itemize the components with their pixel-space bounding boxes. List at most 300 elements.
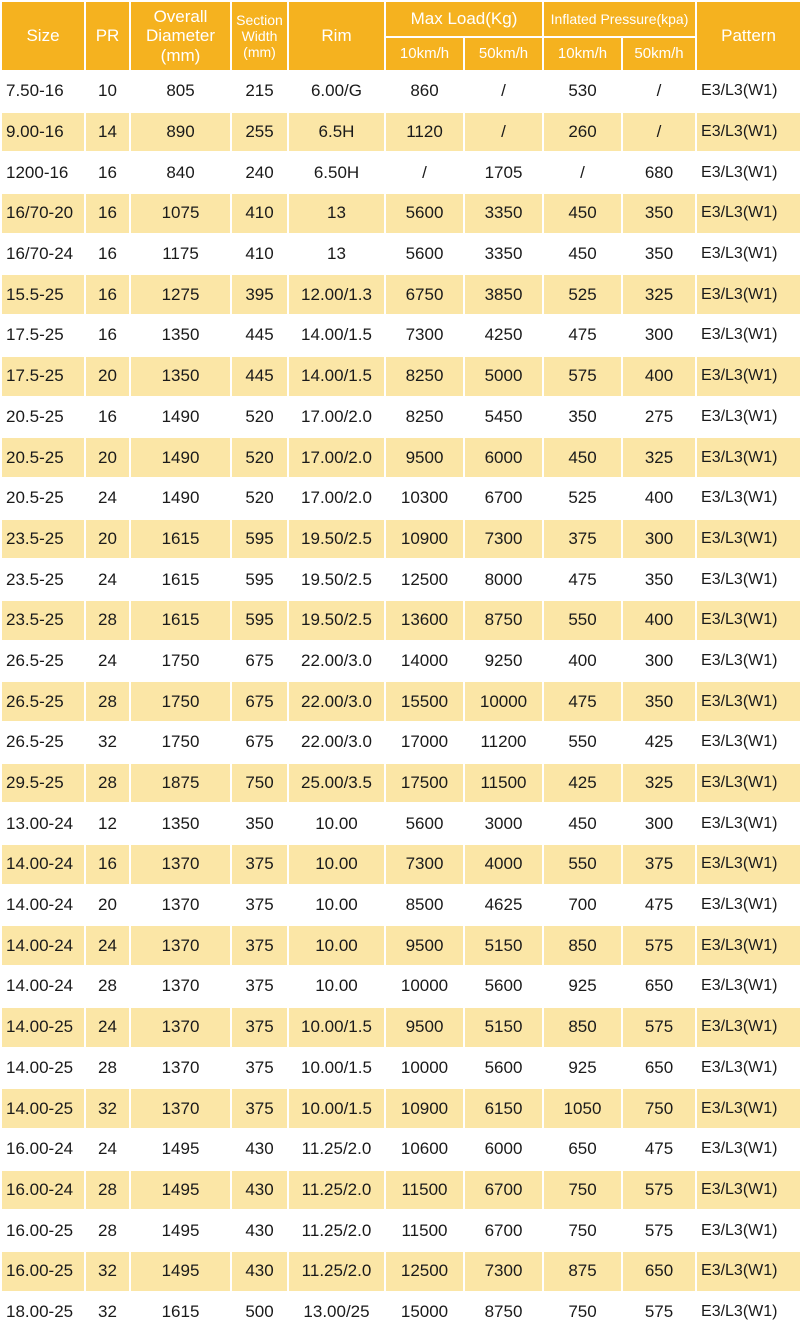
cell-load-50kmh: 8000 <box>484 569 523 589</box>
cell-pressure-10kmh: 875 <box>544 1252 621 1291</box>
cell-load-50kmh: / <box>501 81 506 101</box>
cell-size: 14.00-25 <box>6 1057 74 1077</box>
cell-load-50kmh: 6000 <box>465 438 542 477</box>
cell-pattern: E3/L3(W1) <box>697 764 800 803</box>
cell-load-10kmh: 10900 <box>386 520 463 559</box>
cell-pressure-50kmh: / <box>623 113 695 152</box>
table-row <box>2 316 800 355</box>
cell-size: 14.00-24 <box>2 926 84 965</box>
cell-size: 7.50-16 <box>6 81 64 101</box>
table-row <box>2 275 800 314</box>
cell-size: 15.5-25 <box>2 275 84 314</box>
header-pr: PR <box>86 2 129 70</box>
cell-rim: 6.00/G <box>310 81 363 101</box>
cell-section-width: 520 <box>232 438 287 477</box>
cell-pressure-50kmh: 350 <box>623 682 695 721</box>
table-row <box>2 72 800 111</box>
cell-overall-diameter: 1075 <box>131 194 230 233</box>
table-row <box>2 560 800 599</box>
cell-pr: 20 <box>86 357 129 396</box>
cell-load-50kmh: 6700 <box>465 1171 542 1210</box>
cell-load-10kmh: / <box>422 162 427 182</box>
cell-size: 16/70-20 <box>2 194 84 233</box>
cell-pattern: E3/L3(W1) <box>697 1252 800 1291</box>
cell-pressure-10kmh: 450 <box>544 438 621 477</box>
cell-pr: 32 <box>86 1089 129 1128</box>
cell-pressure-10kmh: 450 <box>568 813 597 833</box>
cell-pattern: E3/L3(W1) <box>701 163 778 181</box>
cell-pattern: E3/L3(W1) <box>697 520 800 559</box>
cell-overall-diameter: 1875 <box>131 764 230 803</box>
cell-pressure-10kmh: 475 <box>544 682 621 721</box>
cell-load-50kmh: 6150 <box>465 1089 542 1128</box>
cell-pressure-50kmh: 300 <box>623 520 695 559</box>
cell-section-width: 395 <box>232 275 287 314</box>
cell-pressure-10kmh: 530 <box>568 81 597 101</box>
cell-load-10kmh: 11500 <box>401 1220 448 1240</box>
table-row <box>2 764 800 803</box>
cell-rim: 17.00/2.0 <box>289 438 384 477</box>
cell-pressure-10kmh: 350 <box>568 406 597 426</box>
header-size: Size <box>2 2 84 70</box>
cell-load-10kmh: 5600 <box>386 194 463 233</box>
header-pattern: Pattern <box>697 2 800 70</box>
cell-pattern: E3/L3(W1) <box>701 1302 778 1320</box>
cell-rim: 14.00/1.5 <box>301 325 372 345</box>
cell-load-50kmh: 3350 <box>465 194 542 233</box>
cell-load-50kmh: 5000 <box>465 357 542 396</box>
cell-section-width: 445 <box>245 325 274 345</box>
cell-pressure-10kmh: 260 <box>544 113 621 152</box>
cell-load-10kmh: 15000 <box>400 1301 449 1321</box>
cell-section-width: 350 <box>245 813 274 833</box>
cell-pr: 16 <box>86 194 129 233</box>
header-max-load: Max Load(Kg) <box>386 2 542 36</box>
cell-pattern: E3/L3(W1) <box>697 926 800 965</box>
table-header <box>2 2 800 70</box>
header-load-50kmh: 50km/h <box>465 38 542 70</box>
cell-section-width: 375 <box>232 1008 287 1047</box>
cell-load-10kmh: 10300 <box>400 488 449 508</box>
cell-pressure-10kmh: 750 <box>568 1220 597 1240</box>
cell-load-10kmh: 7300 <box>386 845 463 884</box>
cell-section-width: 410 <box>232 194 287 233</box>
cell-section-width: 520 <box>245 406 274 426</box>
cell-pressure-10kmh: 525 <box>544 275 621 314</box>
cell-pressure-50kmh: 350 <box>644 569 674 589</box>
cell-size: 14.00-25 <box>2 1008 84 1047</box>
cell-overall-diameter: 1275 <box>131 275 230 314</box>
header-section-width: Section Width (mm) <box>232 2 287 70</box>
cell-pattern: E3/L3(W1) <box>701 1221 778 1239</box>
cell-pressure-50kmh: 400 <box>623 357 695 396</box>
cell-rim: 13 <box>327 244 346 264</box>
cell-section-width: 255 <box>232 113 287 152</box>
cell-size: 16.00-24 <box>6 1139 74 1159</box>
cell-pressure-50kmh: 575 <box>644 1301 674 1321</box>
cell-load-50kmh: 8750 <box>465 601 542 640</box>
cell-rim: 14.00/1.5 <box>289 357 384 396</box>
cell-rim: 11.25/2.0 <box>289 1171 384 1210</box>
cell-load-10kmh: 10900 <box>386 1089 463 1128</box>
cell-pressure-50kmh: 680 <box>644 162 674 182</box>
cell-size: 20.5-25 <box>6 488 64 508</box>
cell-section-width: 410 <box>245 244 274 264</box>
cell-overall-diameter: 1350 <box>131 357 230 396</box>
cell-pressure-50kmh: 425 <box>644 732 674 752</box>
table-row <box>2 438 800 477</box>
cell-load-10kmh: 9500 <box>386 926 463 965</box>
cell-pr: 28 <box>98 976 117 996</box>
cell-pressure-50kmh: 650 <box>623 1252 695 1291</box>
cell-load-10kmh: 12500 <box>386 1252 463 1291</box>
header-load-10kmh: 10km/h <box>386 38 463 70</box>
cell-rim: 11.25/2.0 <box>289 1252 384 1291</box>
cell-size: 17.5-25 <box>6 325 64 345</box>
cell-load-50kmh: 1705 <box>484 162 523 182</box>
table-row <box>2 723 800 762</box>
cell-overall-diameter: 1370 <box>161 976 200 996</box>
cell-pressure-50kmh: 400 <box>623 601 695 640</box>
cell-section-width: 430 <box>245 1139 274 1159</box>
cell-pr: 10 <box>98 81 117 101</box>
cell-section-width: 750 <box>232 764 287 803</box>
cell-size: 13.00-24 <box>6 813 74 833</box>
cell-load-10kmh: 10000 <box>400 976 449 996</box>
cell-pr: 20 <box>86 520 129 559</box>
cell-load-10kmh: 10000 <box>400 1057 449 1077</box>
cell-rim: 10.00 <box>315 813 358 833</box>
cell-pressure-50kmh: 575 <box>644 1220 674 1240</box>
cell-load-50kmh: 9250 <box>484 650 523 670</box>
cell-section-width: 430 <box>245 1220 274 1240</box>
cell-load-50kmh: 7300 <box>465 520 542 559</box>
cell-pattern: E3/L3(W1) <box>697 438 800 477</box>
table-row <box>2 235 800 274</box>
cell-pressure-10kmh: 750 <box>568 1301 597 1321</box>
cell-load-50kmh: 4625 <box>484 895 523 915</box>
cell-overall-diameter: 1370 <box>131 926 230 965</box>
cell-pattern: E3/L3(W1) <box>701 326 778 344</box>
cell-pr: 28 <box>98 1220 117 1240</box>
header-overall-diameter: Overall Diameter (mm) <box>131 2 230 70</box>
cell-size: 20.5-25 <box>6 406 64 426</box>
cell-pressure-10kmh: 550 <box>568 732 597 752</box>
cell-section-width: 675 <box>232 682 287 721</box>
cell-rim: 19.50/2.5 <box>289 601 384 640</box>
cell-pressure-10kmh: 700 <box>568 895 597 915</box>
cell-overall-diameter: 840 <box>166 162 195 182</box>
cell-size: 9.00-16 <box>2 113 84 152</box>
cell-load-50kmh: / <box>465 113 542 152</box>
cell-overall-diameter: 1495 <box>131 1171 230 1210</box>
cell-pr: 20 <box>86 438 129 477</box>
cell-rim: 10.00/1.5 <box>289 1008 384 1047</box>
cell-pr: 16 <box>86 275 129 314</box>
cell-pr: 28 <box>86 682 129 721</box>
cell-section-width: 520 <box>245 488 274 508</box>
cell-overall-diameter: 1370 <box>131 1089 230 1128</box>
cell-load-50kmh: 11200 <box>480 732 527 752</box>
cell-section-width: 375 <box>232 1089 287 1128</box>
cell-section-width: 240 <box>245 162 274 182</box>
cell-load-10kmh: 17000 <box>400 732 449 752</box>
cell-pr: 24 <box>98 1139 117 1159</box>
cell-rim: 17.00/2.0 <box>301 488 372 508</box>
cell-pressure-10kmh: 550 <box>544 601 621 640</box>
cell-load-10kmh: 15500 <box>386 682 463 721</box>
cell-pressure-10kmh: 525 <box>568 488 597 508</box>
cell-section-width: 675 <box>245 732 274 752</box>
cell-pattern: E3/L3(W1) <box>697 194 800 233</box>
cell-section-width: 430 <box>232 1252 287 1291</box>
cell-overall-diameter: 890 <box>131 113 230 152</box>
cell-pressure-50kmh: 400 <box>644 488 674 508</box>
cell-pressure-10kmh: / <box>580 162 585 182</box>
cell-pr: 24 <box>98 650 117 670</box>
table-row <box>2 1089 800 1128</box>
cell-rim: 25.00/3.5 <box>289 764 384 803</box>
cell-overall-diameter: 1370 <box>131 1008 230 1047</box>
cell-size: 14.00-25 <box>2 1089 84 1128</box>
cell-overall-diameter: 1750 <box>131 682 230 721</box>
cell-pattern: E3/L3(W1) <box>697 845 800 884</box>
cell-overall-diameter: 1615 <box>131 520 230 559</box>
cell-size: 26.5-25 <box>6 650 64 670</box>
cell-rim: 10.00/1.5 <box>289 1089 384 1128</box>
cell-pressure-50kmh: 300 <box>644 650 674 670</box>
table-row <box>2 479 800 518</box>
cell-load-50kmh: 5600 <box>484 1057 523 1077</box>
cell-section-width: 375 <box>245 1057 274 1077</box>
cell-pattern: E3/L3(W1) <box>697 1089 800 1128</box>
cell-pr: 32 <box>98 1301 117 1321</box>
cell-load-50kmh: 4000 <box>465 845 542 884</box>
cell-load-50kmh: 5150 <box>465 926 542 965</box>
cell-load-50kmh: 8750 <box>484 1301 523 1321</box>
table-row <box>2 601 800 640</box>
cell-pressure-50kmh: 350 <box>623 194 695 233</box>
cell-load-50kmh: 5450 <box>484 406 523 426</box>
cell-size: 20.5-25 <box>2 438 84 477</box>
cell-pressure-10kmh: 925 <box>568 976 597 996</box>
table-row <box>2 1008 800 1047</box>
cell-load-10kmh: 17500 <box>386 764 463 803</box>
cell-overall-diameter: 1370 <box>131 845 230 884</box>
cell-section-width: 500 <box>245 1301 274 1321</box>
cell-load-50kmh: 6700 <box>484 1220 523 1240</box>
cell-pattern: E3/L3(W1) <box>697 357 800 396</box>
cell-overall-diameter: 1175 <box>162 244 199 264</box>
cell-size: 14.00-24 <box>2 845 84 884</box>
cell-section-width: 675 <box>245 650 274 670</box>
table-row <box>2 194 800 233</box>
cell-overall-diameter: 1750 <box>161 732 200 752</box>
cell-rim: 13.00/25 <box>303 1301 370 1321</box>
cell-load-10kmh: 1120 <box>386 113 463 152</box>
cell-size: 1200-16 <box>6 162 69 182</box>
cell-section-width: 375 <box>232 926 287 965</box>
cell-load-10kmh: 9500 <box>386 438 463 477</box>
cell-pr: 16 <box>98 325 117 345</box>
cell-pr: 14 <box>86 113 129 152</box>
cell-pressure-50kmh: 375 <box>623 845 695 884</box>
cell-size: 16.00-25 <box>6 1220 74 1240</box>
cell-overall-diameter: 1750 <box>161 650 200 670</box>
cell-pr: 28 <box>86 764 129 803</box>
cell-load-50kmh: 5150 <box>465 1008 542 1047</box>
cell-rim: 12.00/1.3 <box>289 275 384 314</box>
cell-size: 26.5-25 <box>6 732 64 752</box>
cell-load-10kmh: 8250 <box>405 406 444 426</box>
cell-load-50kmh: 5600 <box>484 976 523 996</box>
cell-overall-diameter: 1495 <box>161 1139 200 1159</box>
cell-section-width: 375 <box>245 976 274 996</box>
cell-pr: 20 <box>98 895 117 915</box>
cell-pattern: E3/L3(W1) <box>701 977 778 995</box>
cell-overall-diameter: 1350 <box>161 325 200 345</box>
cell-section-width: 430 <box>232 1171 287 1210</box>
cell-pressure-50kmh: 275 <box>644 406 674 426</box>
cell-pressure-10kmh: 475 <box>568 569 597 589</box>
table-body <box>2 72 800 1331</box>
cell-pr: 28 <box>86 601 129 640</box>
cell-pressure-50kmh: 325 <box>623 764 695 803</box>
cell-load-50kmh: 11500 <box>465 764 542 803</box>
table-row <box>2 153 800 192</box>
cell-rim: 22.00/3.0 <box>301 650 372 670</box>
cell-load-50kmh: 3350 <box>484 244 523 264</box>
table-row <box>2 357 800 396</box>
cell-load-50kmh: 10000 <box>465 682 542 721</box>
cell-pressure-10kmh: 1050 <box>544 1089 621 1128</box>
cell-pattern: E3/L3(W1) <box>701 407 778 425</box>
cell-size: 16/70-24 <box>6 244 74 264</box>
cell-pattern: E3/L3(W1) <box>701 489 778 507</box>
cell-pattern: E3/L3(W1) <box>697 682 800 721</box>
cell-pr: 24 <box>86 1008 129 1047</box>
cell-pr: 32 <box>98 732 117 752</box>
cell-rim: 17.00/2.0 <box>301 406 372 426</box>
table-row <box>2 886 800 925</box>
cell-rim: 22.00/3.0 <box>301 732 372 752</box>
table-row <box>2 642 800 681</box>
cell-pressure-10kmh: 425 <box>544 764 621 803</box>
table-row <box>2 804 800 843</box>
cell-pattern: E3/L3(W1) <box>697 1008 800 1047</box>
cell-pressure-50kmh: 575 <box>623 1171 695 1210</box>
cell-pressure-50kmh: 475 <box>644 1139 674 1159</box>
cell-rim: 10.00/1.5 <box>301 1057 372 1077</box>
cell-overall-diameter: 1615 <box>161 1301 200 1321</box>
cell-pr: 16 <box>98 244 117 264</box>
cell-pr: 28 <box>98 1057 117 1077</box>
table-row <box>2 1130 800 1169</box>
cell-size: 29.5-25 <box>2 764 84 803</box>
cell-overall-diameter: 1370 <box>161 1057 200 1077</box>
cell-pressure-10kmh: 450 <box>544 194 621 233</box>
cell-load-10kmh: 5600 <box>405 244 444 264</box>
cell-overall-diameter: 1490 <box>131 438 230 477</box>
cell-pressure-10kmh: 850 <box>544 926 621 965</box>
cell-pressure-50kmh: 350 <box>644 244 674 264</box>
cell-pattern: E3/L3(W1) <box>701 651 778 669</box>
cell-pr: 16 <box>98 162 117 182</box>
cell-rim: 13 <box>289 194 384 233</box>
cell-overall-diameter: 1490 <box>161 488 200 508</box>
table-row <box>2 1211 800 1250</box>
cell-pattern: E3/L3(W1) <box>697 1171 800 1210</box>
cell-pressure-50kmh: 300 <box>644 325 674 345</box>
cell-rim: 19.50/2.5 <box>289 520 384 559</box>
cell-pattern: E3/L3(W1) <box>701 570 778 588</box>
table-row <box>2 926 800 965</box>
cell-overall-diameter: 805 <box>166 81 195 101</box>
cell-size: 18.00-25 <box>6 1301 74 1321</box>
cell-rim: 19.50/2.5 <box>301 569 372 589</box>
cell-load-10kmh: 5600 <box>405 813 444 833</box>
cell-pressure-50kmh: 475 <box>644 895 674 915</box>
cell-overall-diameter: 1615 <box>161 569 200 589</box>
cell-rim: 10.00 <box>315 895 358 915</box>
cell-overall-diameter: 1370 <box>161 895 200 915</box>
cell-overall-diameter: 1495 <box>131 1252 230 1291</box>
cell-rim: 22.00/3.0 <box>289 682 384 721</box>
cell-pattern: E3/L3(W1) <box>701 896 778 914</box>
cell-pattern: E3/L3(W1) <box>701 245 778 263</box>
cell-pr: 12 <box>98 813 117 833</box>
cell-pressure-50kmh: 575 <box>623 926 695 965</box>
cell-pressure-50kmh: 575 <box>623 1008 695 1047</box>
table-row <box>2 1171 800 1210</box>
cell-pressure-10kmh: 450 <box>568 244 597 264</box>
cell-section-width: 595 <box>232 520 287 559</box>
cell-load-10kmh: 860 <box>410 81 439 101</box>
header-rim: Rim <box>289 2 384 70</box>
table-row <box>2 113 800 152</box>
cell-rim: 11.25/2.0 <box>301 1139 372 1159</box>
cell-rim: 10.00 <box>315 976 358 996</box>
cell-size: 26.5-25 <box>2 682 84 721</box>
cell-pressure-10kmh: 475 <box>568 325 597 345</box>
cell-overall-diameter: 1495 <box>161 1220 200 1240</box>
cell-pressure-50kmh: 650 <box>644 1057 674 1077</box>
cell-pressure-50kmh: 300 <box>644 813 674 833</box>
table-row <box>2 520 800 559</box>
cell-size: 23.5-25 <box>6 569 64 589</box>
cell-pattern: E3/L3(W1) <box>701 814 778 832</box>
cell-pattern: E3/L3(W1) <box>701 1058 778 1076</box>
cell-section-width: 375 <box>245 895 274 915</box>
cell-load-50kmh: 6000 <box>484 1139 523 1159</box>
cell-pr: 28 <box>86 1171 129 1210</box>
cell-pattern: E3/L3(W1) <box>697 275 800 314</box>
cell-load-50kmh: 3850 <box>465 275 542 314</box>
table-row <box>2 1252 800 1291</box>
cell-section-width: 215 <box>245 81 274 101</box>
cell-size: 16.00-25 <box>2 1252 84 1291</box>
cell-rim: 10.00 <box>289 845 384 884</box>
cell-pattern: E3/L3(W1) <box>697 601 800 640</box>
cell-load-10kmh: 9500 <box>386 1008 463 1047</box>
cell-pattern: E3/L3(W1) <box>701 733 778 751</box>
header-pressure-50kmh: 50km/h <box>623 38 695 70</box>
cell-overall-diameter: 1350 <box>161 813 200 833</box>
table-row <box>2 398 800 437</box>
cell-load-10kmh: 12500 <box>400 569 449 589</box>
cell-pr: 24 <box>86 926 129 965</box>
cell-pr: 32 <box>86 1252 129 1291</box>
